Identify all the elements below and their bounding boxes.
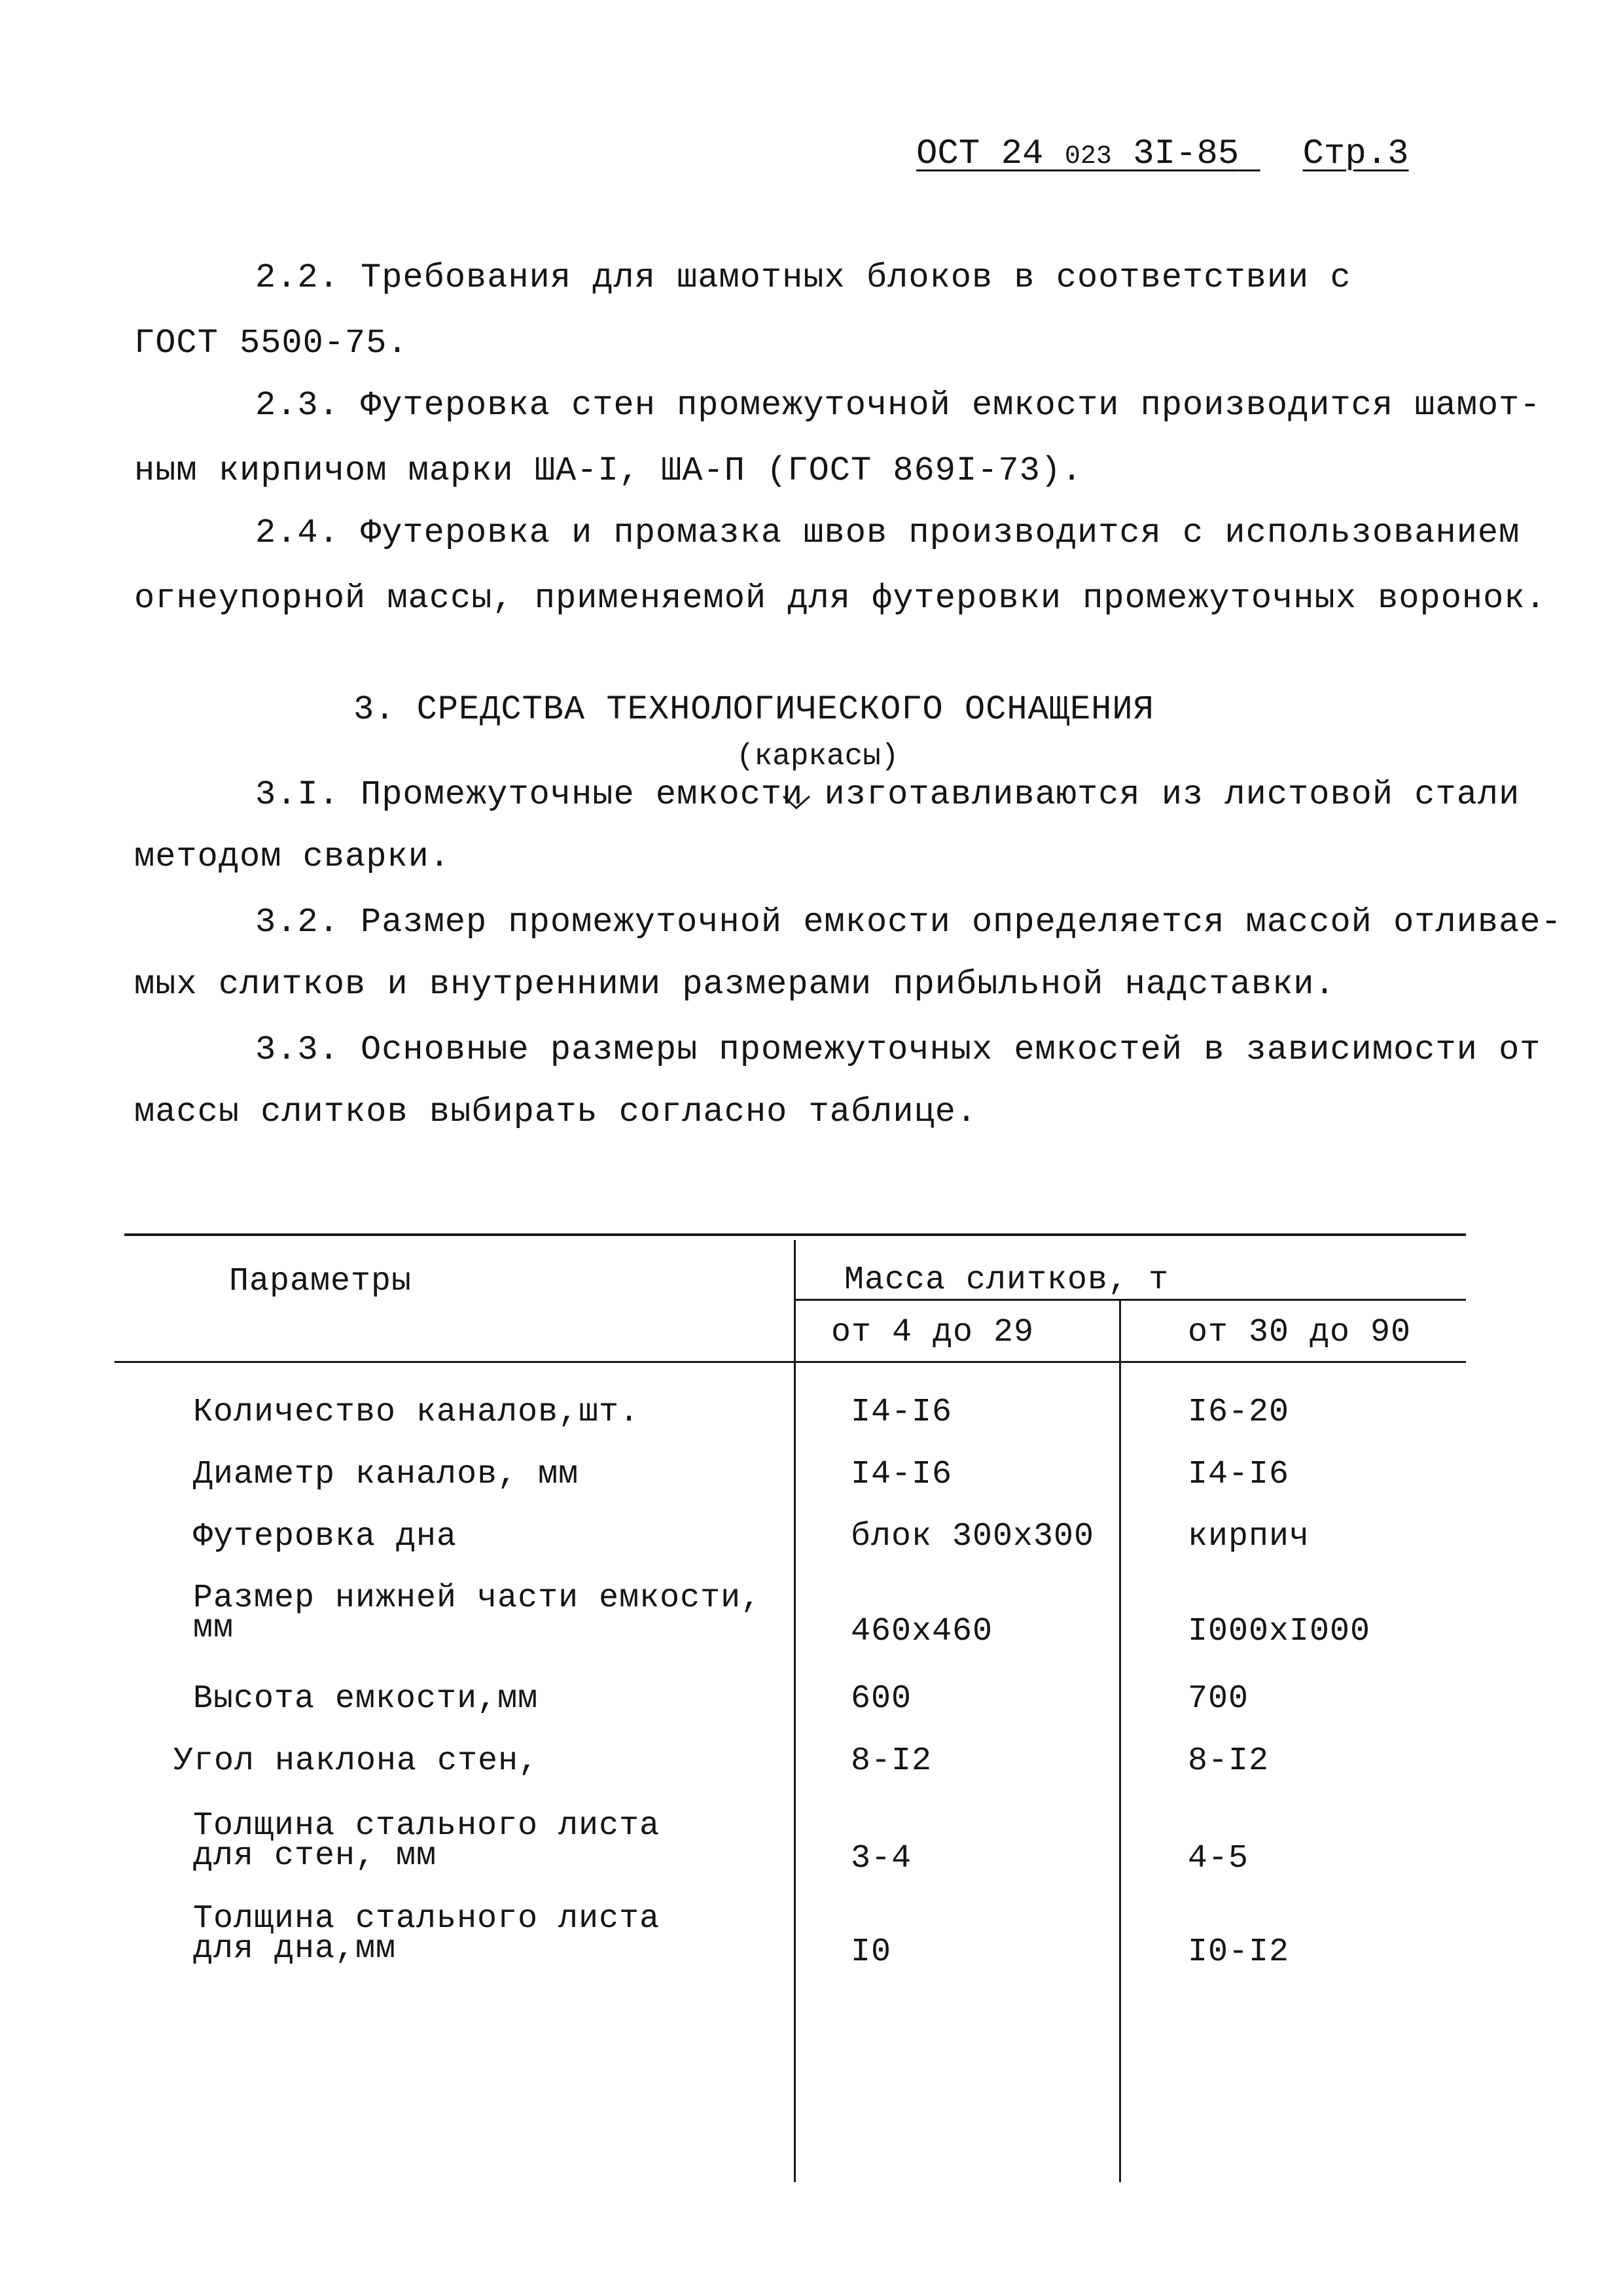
paragraph-2-4-line-1: 2.4. Футеровка и промазка швов производится с использованием xyxy=(255,514,1520,552)
table-row-value-col-1: I4-I6 xyxy=(851,1456,953,1493)
table-row-param: Количество каналов,шт. xyxy=(193,1394,640,1431)
table-row-value-col-2: 700 xyxy=(1188,1680,1249,1718)
table-row-param-line-2: для дна,мм xyxy=(193,1930,397,1968)
standard-number xyxy=(916,134,1260,174)
table-row-value-col-1: 8-I2 xyxy=(851,1742,933,1780)
page-header xyxy=(916,134,1409,174)
table-vertical-rule-2 xyxy=(1119,1301,1121,2182)
table-header-parameters: Параметры xyxy=(229,1263,412,1300)
paragraph-3-2-line-2: мых слитков и внутренними размерами прибыльной надставки. xyxy=(134,965,1336,1004)
table-header-col-1: от 4 до 29 xyxy=(831,1314,1035,1351)
table-row-value-col-2: I000хI000 xyxy=(1188,1613,1371,1650)
paragraph-2-4-line-2: огнеупорной массы, применяемой для футеровки промежуточных воронок. xyxy=(134,579,1546,618)
table-row-value-col-2: I6-20 xyxy=(1188,1394,1290,1431)
table-row-value-col-1: 3-4 xyxy=(851,1840,912,1877)
table-row-param-line-1: Толщина стального листа xyxy=(193,1900,660,1937)
table-vertical-rule-1 xyxy=(794,1240,796,2182)
table-row-value-col-1: 600 xyxy=(851,1680,912,1718)
paragraph-2-2-line-2: ГОСТ 5500-75. xyxy=(134,324,408,362)
section-3-title: 3. СРЕДСТВА ТЕХНОЛОГИЧЕСКОГО ОСНАЩЕНИЯ xyxy=(353,690,1154,729)
paragraph-3-1-line-1: 3.I. Промежуточные емкости изготавливаются из листовой стали xyxy=(255,775,1520,814)
handwritten-insert-note: (каркасы) xyxy=(736,739,899,773)
standard-prefix: ОСТ 24 xyxy=(916,134,1044,174)
table-row-param: Диаметр каналов, мм xyxy=(193,1456,579,1493)
table-top-rule xyxy=(124,1233,1466,1236)
table-group-rule xyxy=(795,1299,1466,1301)
table-row-param-line-2: для стен, мм xyxy=(193,1837,437,1875)
table-row-value-col-1: 460х460 xyxy=(851,1613,993,1650)
standard-code: 023 xyxy=(1064,142,1112,171)
paragraph-3-1-line-2: методом сварки. xyxy=(134,838,451,876)
table-row-value-col-2: 8-I2 xyxy=(1188,1742,1270,1780)
table-row-param xyxy=(193,1807,660,1875)
paragraph-3-3-line-1: 3.3. Основные размеры промежуточных емкостей в зависимости от xyxy=(255,1031,1541,1069)
table-row-value-col-1: I4-I6 xyxy=(851,1394,953,1431)
table-row-value-col-1: I0 xyxy=(851,1934,892,1971)
table-row-param xyxy=(193,1900,660,1968)
table-header-col-2: от 30 до 90 xyxy=(1188,1314,1412,1351)
table-header-bottom-rule xyxy=(115,1361,1466,1363)
table-row-param-line-2: мм xyxy=(193,1610,234,1647)
table-row-value-col-2: 4-5 xyxy=(1188,1840,1249,1877)
table-row-value-col-2: I4-I6 xyxy=(1188,1456,1290,1493)
paragraph-2-3-line-1: 2.3. Футеровка стен промежуточной емкости производится шамот- xyxy=(255,386,1541,425)
paragraph-2-2-line-1: 2.2. Требования для шамотных блоков в соответствии с xyxy=(255,258,1351,297)
paragraph-3-2-line-1: 3.2. Размер промежуточной емкости определяется массой отливае- xyxy=(255,903,1562,942)
table-row-value-col-1: блок 300х300 xyxy=(851,1518,1095,1555)
table-row-param: Футеровка дна xyxy=(193,1518,457,1555)
paragraph-3-3-line-2: массы слитков выбирать согласно таблице. xyxy=(134,1093,978,1131)
standard-suffix: 3I-85 xyxy=(1133,134,1240,174)
table-row-value-col-2: кирпич xyxy=(1188,1518,1310,1555)
table-header-ingot-mass: Масса слитков, т xyxy=(844,1262,1169,1299)
table-row-param: Угол наклона стен, xyxy=(173,1742,539,1780)
page-number: Стр.3 xyxy=(1302,134,1409,174)
paragraph-2-3-line-2: ным кирпичом марки ША-I, ША-П (ГОСТ 869I-73). xyxy=(134,451,1083,490)
table-row-param-line-1: Толщина стального листа xyxy=(193,1807,660,1845)
table-row-param xyxy=(193,1580,762,1647)
table-row-value-col-2: I0-I2 xyxy=(1188,1934,1290,1971)
table-row-param-line-1: Размер нижней части емкости, xyxy=(193,1580,762,1617)
table-row-param: Высота емкости,мм xyxy=(193,1680,539,1718)
